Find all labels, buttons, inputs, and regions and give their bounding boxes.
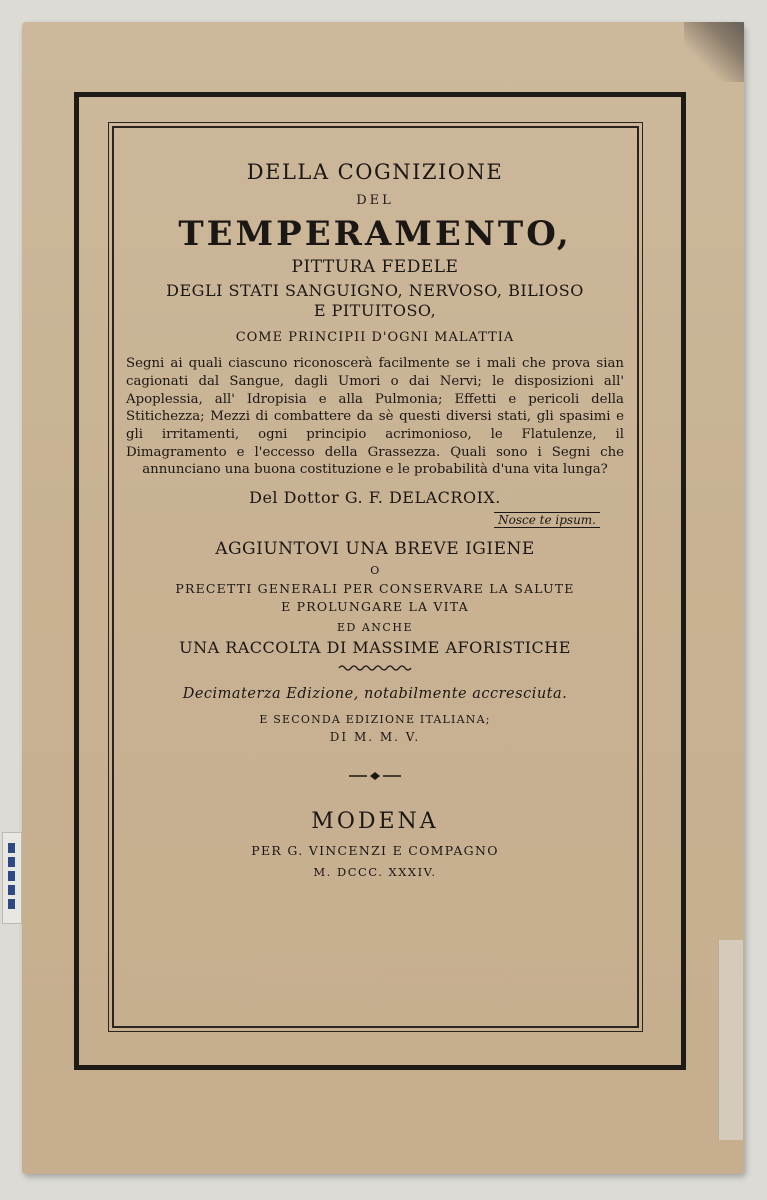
title-line-2: DEL — [356, 193, 394, 209]
city-line: MODENA — [311, 808, 439, 834]
library-tag — [2, 832, 22, 924]
collection-line: UNA RACCOLTA DI MASSIME AFORISTICHE — [179, 638, 571, 658]
conjunction-o: O — [370, 564, 380, 578]
translator-line: DI M. M. V. — [329, 729, 421, 744]
second-edition-line: E SECONDA EDIZIONE ITALIANA; — [259, 713, 491, 727]
subtitle-4: COME PRINCIPII D'OGNI MALATTIA — [235, 329, 515, 345]
precepts-line-2: E PROLUNGARE LA VITA — [281, 599, 469, 615]
motto: Nosce te ipsum. — [494, 512, 600, 528]
publisher-line: PER G. VINCENZI E COMPAGNO — [251, 842, 499, 858]
motto-row — [120, 512, 630, 534]
main-title: TEMPERAMENTO, — [178, 214, 572, 255]
title-page-text — [120, 160, 630, 880]
subtitle-2: DEGLI STATI SANGUIGNO, NERVOSO, BILIOSO — [166, 280, 584, 300]
year-line: M. DCCC. XXXIV. — [313, 865, 437, 880]
precepts-line-1: PRECETTI GENERALI PER CONSERVARE LA SALUTE — [175, 580, 575, 596]
title-line-1: DELLA COGNIZIONE — [246, 160, 504, 184]
torn-edge — [718, 940, 743, 1140]
ed-anche: ED ANCHE — [337, 621, 413, 635]
subtitle-1: PITTURA FEDELE — [291, 257, 459, 278]
dash-ornament-icon — [347, 771, 403, 781]
edition-line: Decimaterza Edizione, notabilmente accresciuta. — [182, 685, 568, 702]
tag-stripe — [8, 843, 15, 913]
wavy-ornament-icon — [337, 664, 413, 672]
added-hygiene: AGGIUNTOVI UNA BREVE IGIENE — [215, 538, 535, 559]
subtitle-3: E PITUITOSO, — [313, 301, 437, 321]
description-paragraph: Segni ai quali ciascuno riconoscerà facilmente se i mali che prova sian cagionati dal Sangue, dagli Umori o dai Nervi; le disposizioni all' Apoplessia, all' Idropisia e alla Pulmonia; Effetti e pericoli della Stitichezza; Mezzi di combattere da sè questi diversi stati, gli spasimi e gli irritamenti, ogni principio acrimonioso, le Flatulenze, il Dimagramento e l'eccesso della Grassezza. Quali sono i Segni che annunciano una buona costituzione e le probabilità d'una vita lunga? — [126, 356, 624, 478]
author-line: Del Dottor G. F. DELACROIX. — [249, 488, 501, 508]
